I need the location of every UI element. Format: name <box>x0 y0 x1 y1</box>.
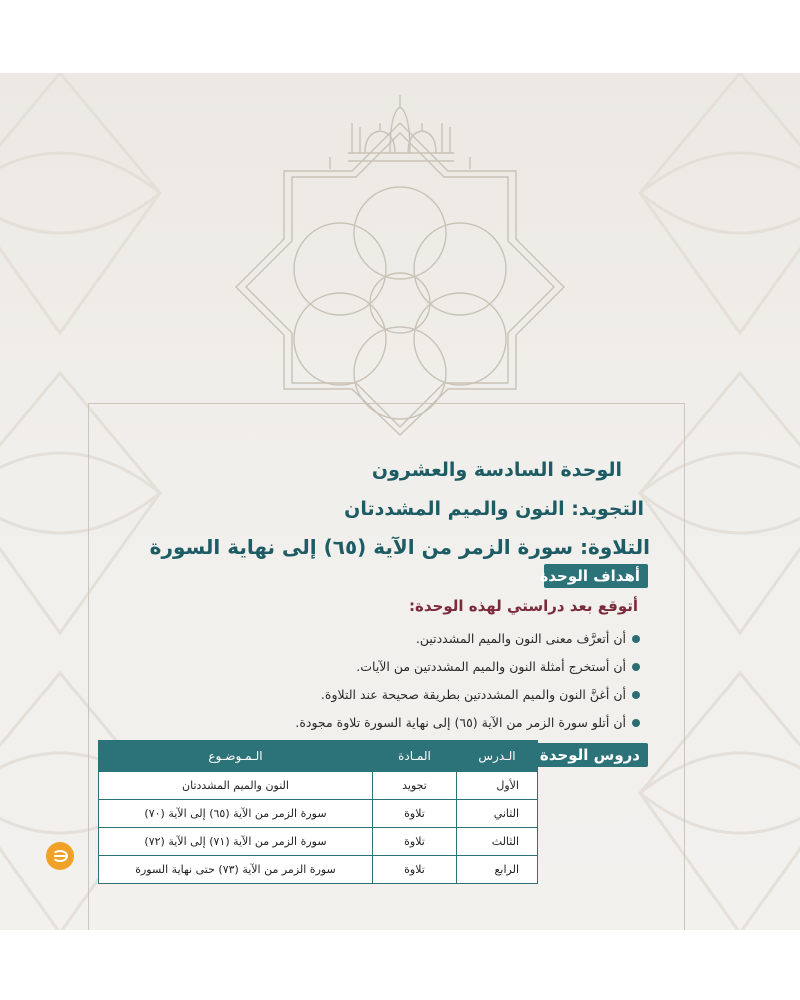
recitation-title: التلاوة: سورة الزمر من الآية (٦٥) إلى نهاية السورة <box>149 535 650 559</box>
topic-cell: سورة الزمر من الآية (٦٥) إلى الآية (٧٠) <box>99 799 373 827</box>
lessons-table <box>98 740 538 884</box>
table-row <box>99 855 537 883</box>
publisher-logo-icon <box>46 842 74 870</box>
goal-text: أن أغنَّ النون والميم المشددتين بطريقة صحيحة عند التلاوة. <box>320 687 626 702</box>
goal-item <box>295 681 640 709</box>
table-row <box>99 827 537 855</box>
bullet-icon <box>632 719 640 727</box>
goals-list <box>295 625 640 737</box>
topic-cell: سورة الزمر من الآية (٧١) إلى الآية (٧٢) <box>99 827 373 855</box>
goal-item <box>295 625 640 653</box>
goal-text: أن أستخرج أمثلة النون والميم المشددتين من الآيات. <box>356 659 626 674</box>
subject-cell: تجويد <box>373 771 457 799</box>
goal-text: أن أتلو سورة الزمر من الآية (٦٥) إلى نهاية السورة تلاوة مجودة. <box>295 715 626 730</box>
table-row <box>99 771 537 799</box>
header-topic: الـمـوضـوع <box>99 741 373 771</box>
goal-item <box>295 653 640 681</box>
lesson-cell: الأول <box>457 771 537 799</box>
page-sheet <box>0 73 800 930</box>
header-subject: المـادة <box>373 741 457 771</box>
lesson-cell: الثاني <box>457 799 537 827</box>
bullet-icon <box>632 635 640 643</box>
bullet-icon <box>632 691 640 699</box>
lesson-cell: الثالث <box>457 827 537 855</box>
goals-intro: أتوقع بعد دراستي لهذه الوحدة: <box>409 597 638 615</box>
subject-cell: تلاوة <box>373 799 457 827</box>
lesson-cell: الرابع <box>457 855 537 883</box>
lessons-heading: دروس الوحدة <box>536 743 648 767</box>
topic-cell: النون والميم المشددتان <box>99 771 373 799</box>
subject-cell: تلاوة <box>373 827 457 855</box>
tajweed-title: التجويد: النون والميم المشددتان <box>344 498 644 520</box>
unit-title: الوحدة السادسة والعشرون <box>371 459 622 481</box>
topic-cell: سورة الزمر من الآية (٧٣) حتى نهاية السورة <box>99 855 373 883</box>
mosque-emblem-icon <box>230 83 570 443</box>
header-lesson: الـدرس <box>457 741 537 771</box>
logo-bar <box>54 855 66 857</box>
goal-item <box>295 709 640 737</box>
bullet-icon <box>632 663 640 671</box>
subject-cell: تلاوة <box>373 855 457 883</box>
table-header-row <box>99 741 537 771</box>
table-row <box>99 799 537 827</box>
unit-titles <box>130 455 650 562</box>
goals-heading: أهداف الوحدة <box>544 564 648 588</box>
goal-text: أن أتعرَّف معنى النون والميم المشددتين. <box>415 631 626 646</box>
